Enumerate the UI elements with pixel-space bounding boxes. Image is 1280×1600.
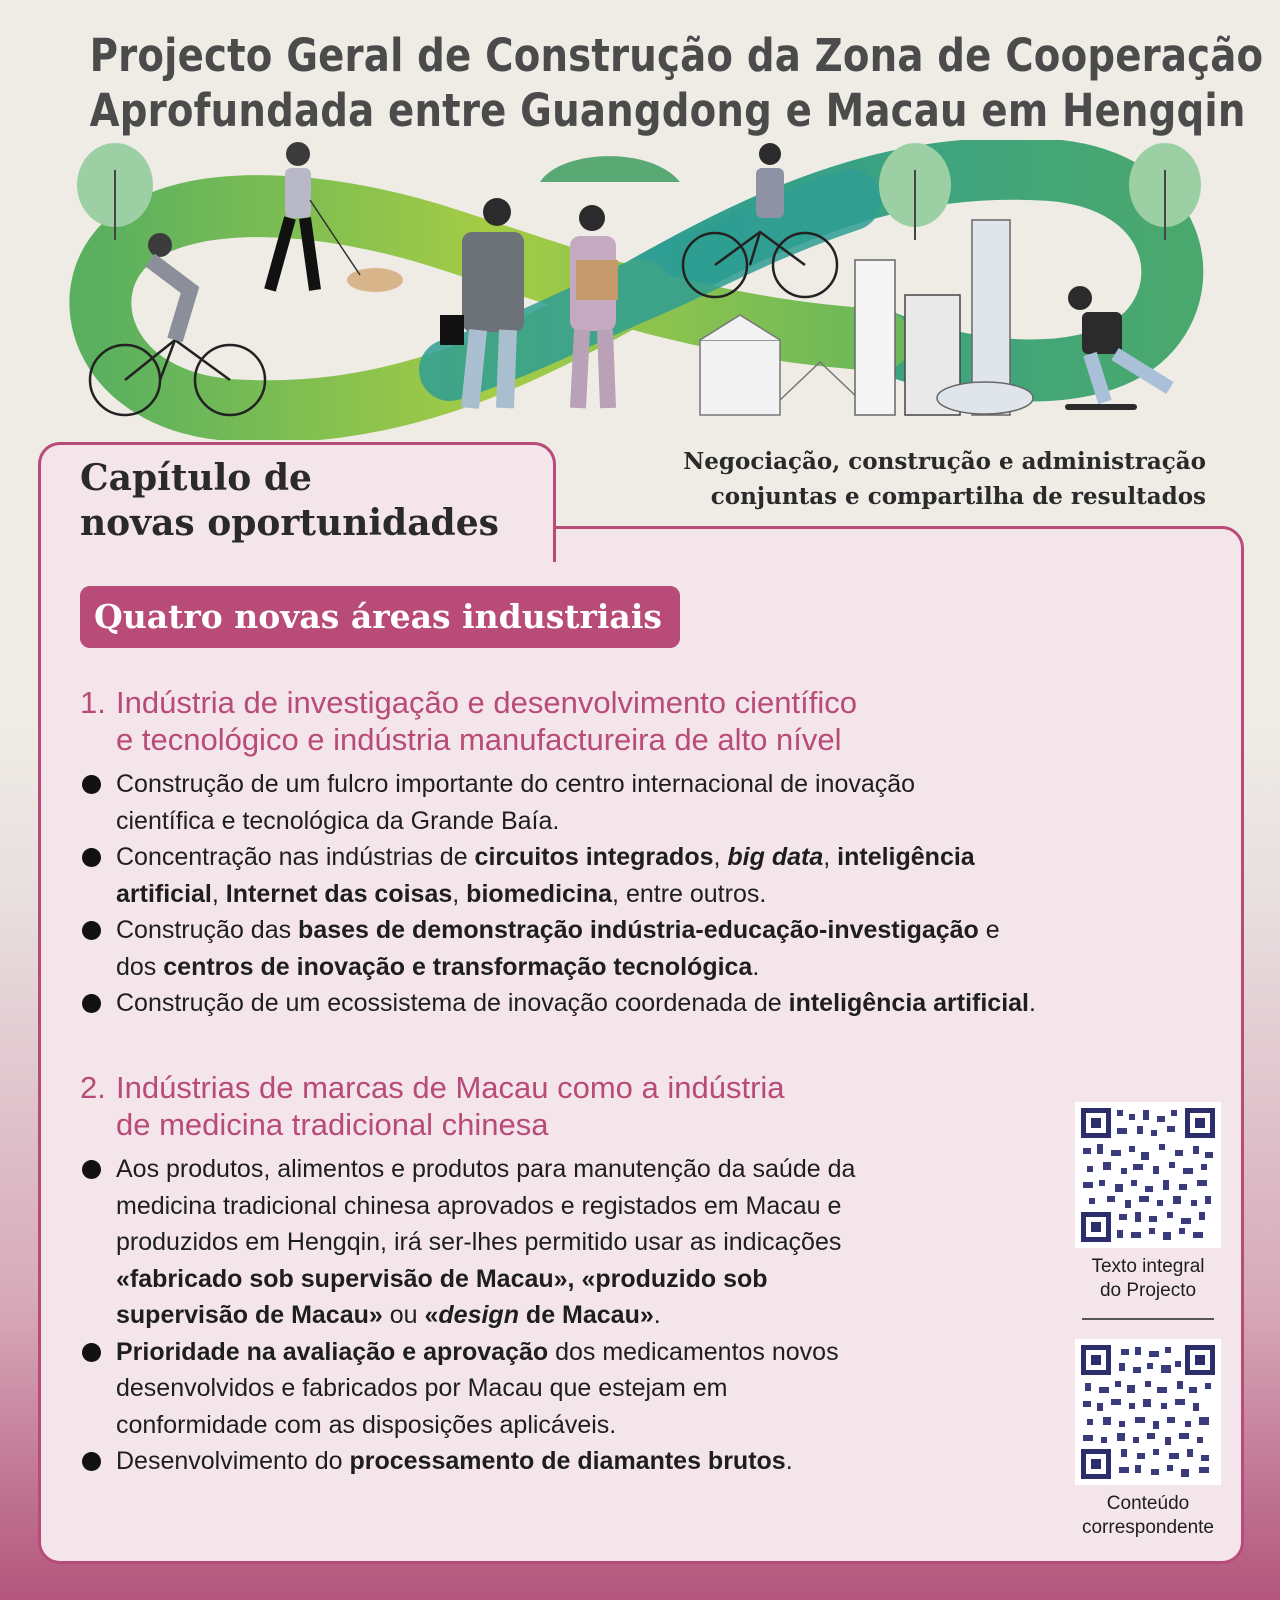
- list-item: Construção das bases de demonstração indústria-educação-investigação e dos centros de inovação e transformação tecnológica.: [80, 912, 1080, 985]
- chapter-subtitle-line-1: Negociação, construção e administração: [683, 448, 1206, 475]
- section-1-heading: [80, 684, 1080, 758]
- chapter-title: [80, 456, 499, 546]
- bullet-dot-icon: [82, 1160, 101, 1179]
- section-2-heading-line-2: de medicina tradicional chinesa: [116, 1107, 549, 1142]
- qr-pattern-2: [1081, 1345, 1215, 1479]
- bullet-dot-icon: [82, 775, 101, 794]
- page-title: [89, 28, 1264, 138]
- qr-card-related-content[interactable]: [1075, 1339, 1221, 1540]
- chapter-title-line-1: Capítulo de: [80, 457, 312, 499]
- chapter-subtitle: [683, 444, 1206, 514]
- section-1-bullets: [80, 766, 1080, 1022]
- section-1-heading-line-2: e tecnológico e indústria manufactureira de alto nível: [116, 722, 842, 757]
- section-2: [80, 1069, 1080, 1480]
- qr-divider: [1082, 1318, 1214, 1320]
- qr-pattern-1: [1081, 1108, 1215, 1242]
- list-item: Concentração nas indústrias de circuitos integrados, big data, inteligência artificial, Internet das coisas, biomedicina, entre outros.: [80, 839, 1080, 912]
- list-item: Prioridade na avaliação e aprovação dos medicamentos novos desenvolvidos e fabricados por Macau que estejam em conformidade com as disposições aplicáveis.: [80, 1334, 1080, 1444]
- list-item: Construção de um ecossistema de inovação coordenada de inteligência artificial.: [80, 985, 1080, 1022]
- section-badge: Quatro novas áreas industriais: [80, 586, 680, 648]
- chapter-subtitle-line-2: conjuntas e compartilha de resultados: [710, 483, 1206, 510]
- list-item: Desenvolvimento do processamento de diamantes brutos.: [80, 1443, 1080, 1480]
- qr-code-icon[interactable]: [1075, 1102, 1221, 1248]
- bullet-dot-icon: [82, 1452, 101, 1471]
- bullet-dot-icon: [82, 994, 101, 1013]
- section-2-bullets: [80, 1151, 1080, 1480]
- qr-caption-full-text: Texto integral do Projecto: [1091, 1256, 1205, 1301]
- infinity-ribbon-illustration: [0, 140, 1280, 440]
- tree-icon-center: [879, 143, 951, 240]
- section-1-number: 1.: [80, 685, 106, 720]
- section-2-heading: [80, 1069, 1080, 1143]
- bullet-dot-icon: [82, 1343, 101, 1362]
- list-item: Aos produtos, alimentos e produtos para manutenção da saúde da medicina tradicional chinesa aprovados e registados em Macau e produzidos em Hengqin, irá ser-lhes permitido usar as indicações «fabricado sob supervisão de Macau», «produzido sob supervisão de Macau» ou «design de Macau».: [80, 1151, 1080, 1334]
- section-2-heading-line-1: Indústrias de marcas de Macau como a indústria: [116, 1070, 785, 1105]
- page-title-line-2: Aprofundada entre Guangdong e Macau em Hengqin: [89, 84, 1246, 137]
- list-item: Construção de um fulcro importante do centro internacional de inovação científica e tecnológica da Grande Baía.: [80, 766, 1080, 839]
- section-2-number: 2.: [80, 1070, 106, 1105]
- hill-icon: [540, 156, 680, 182]
- chapter-title-line-2: novas oportunidades: [80, 502, 499, 544]
- section-1: [80, 684, 1080, 1022]
- qr-code-icon[interactable]: [1075, 1339, 1221, 1485]
- bullet-dot-icon: [82, 848, 101, 867]
- section-1-heading-line-1: Indústria de investigação e desenvolvimento científico: [116, 685, 857, 720]
- page-title-line-1: Projecto Geral de Construção da Zona de Cooperação: [89, 29, 1264, 82]
- qr-caption-related-content: Conteúdo correspondente: [1081, 1493, 1215, 1538]
- qr-card-full-text[interactable]: [1075, 1102, 1221, 1303]
- bullet-dot-icon: [82, 921, 101, 940]
